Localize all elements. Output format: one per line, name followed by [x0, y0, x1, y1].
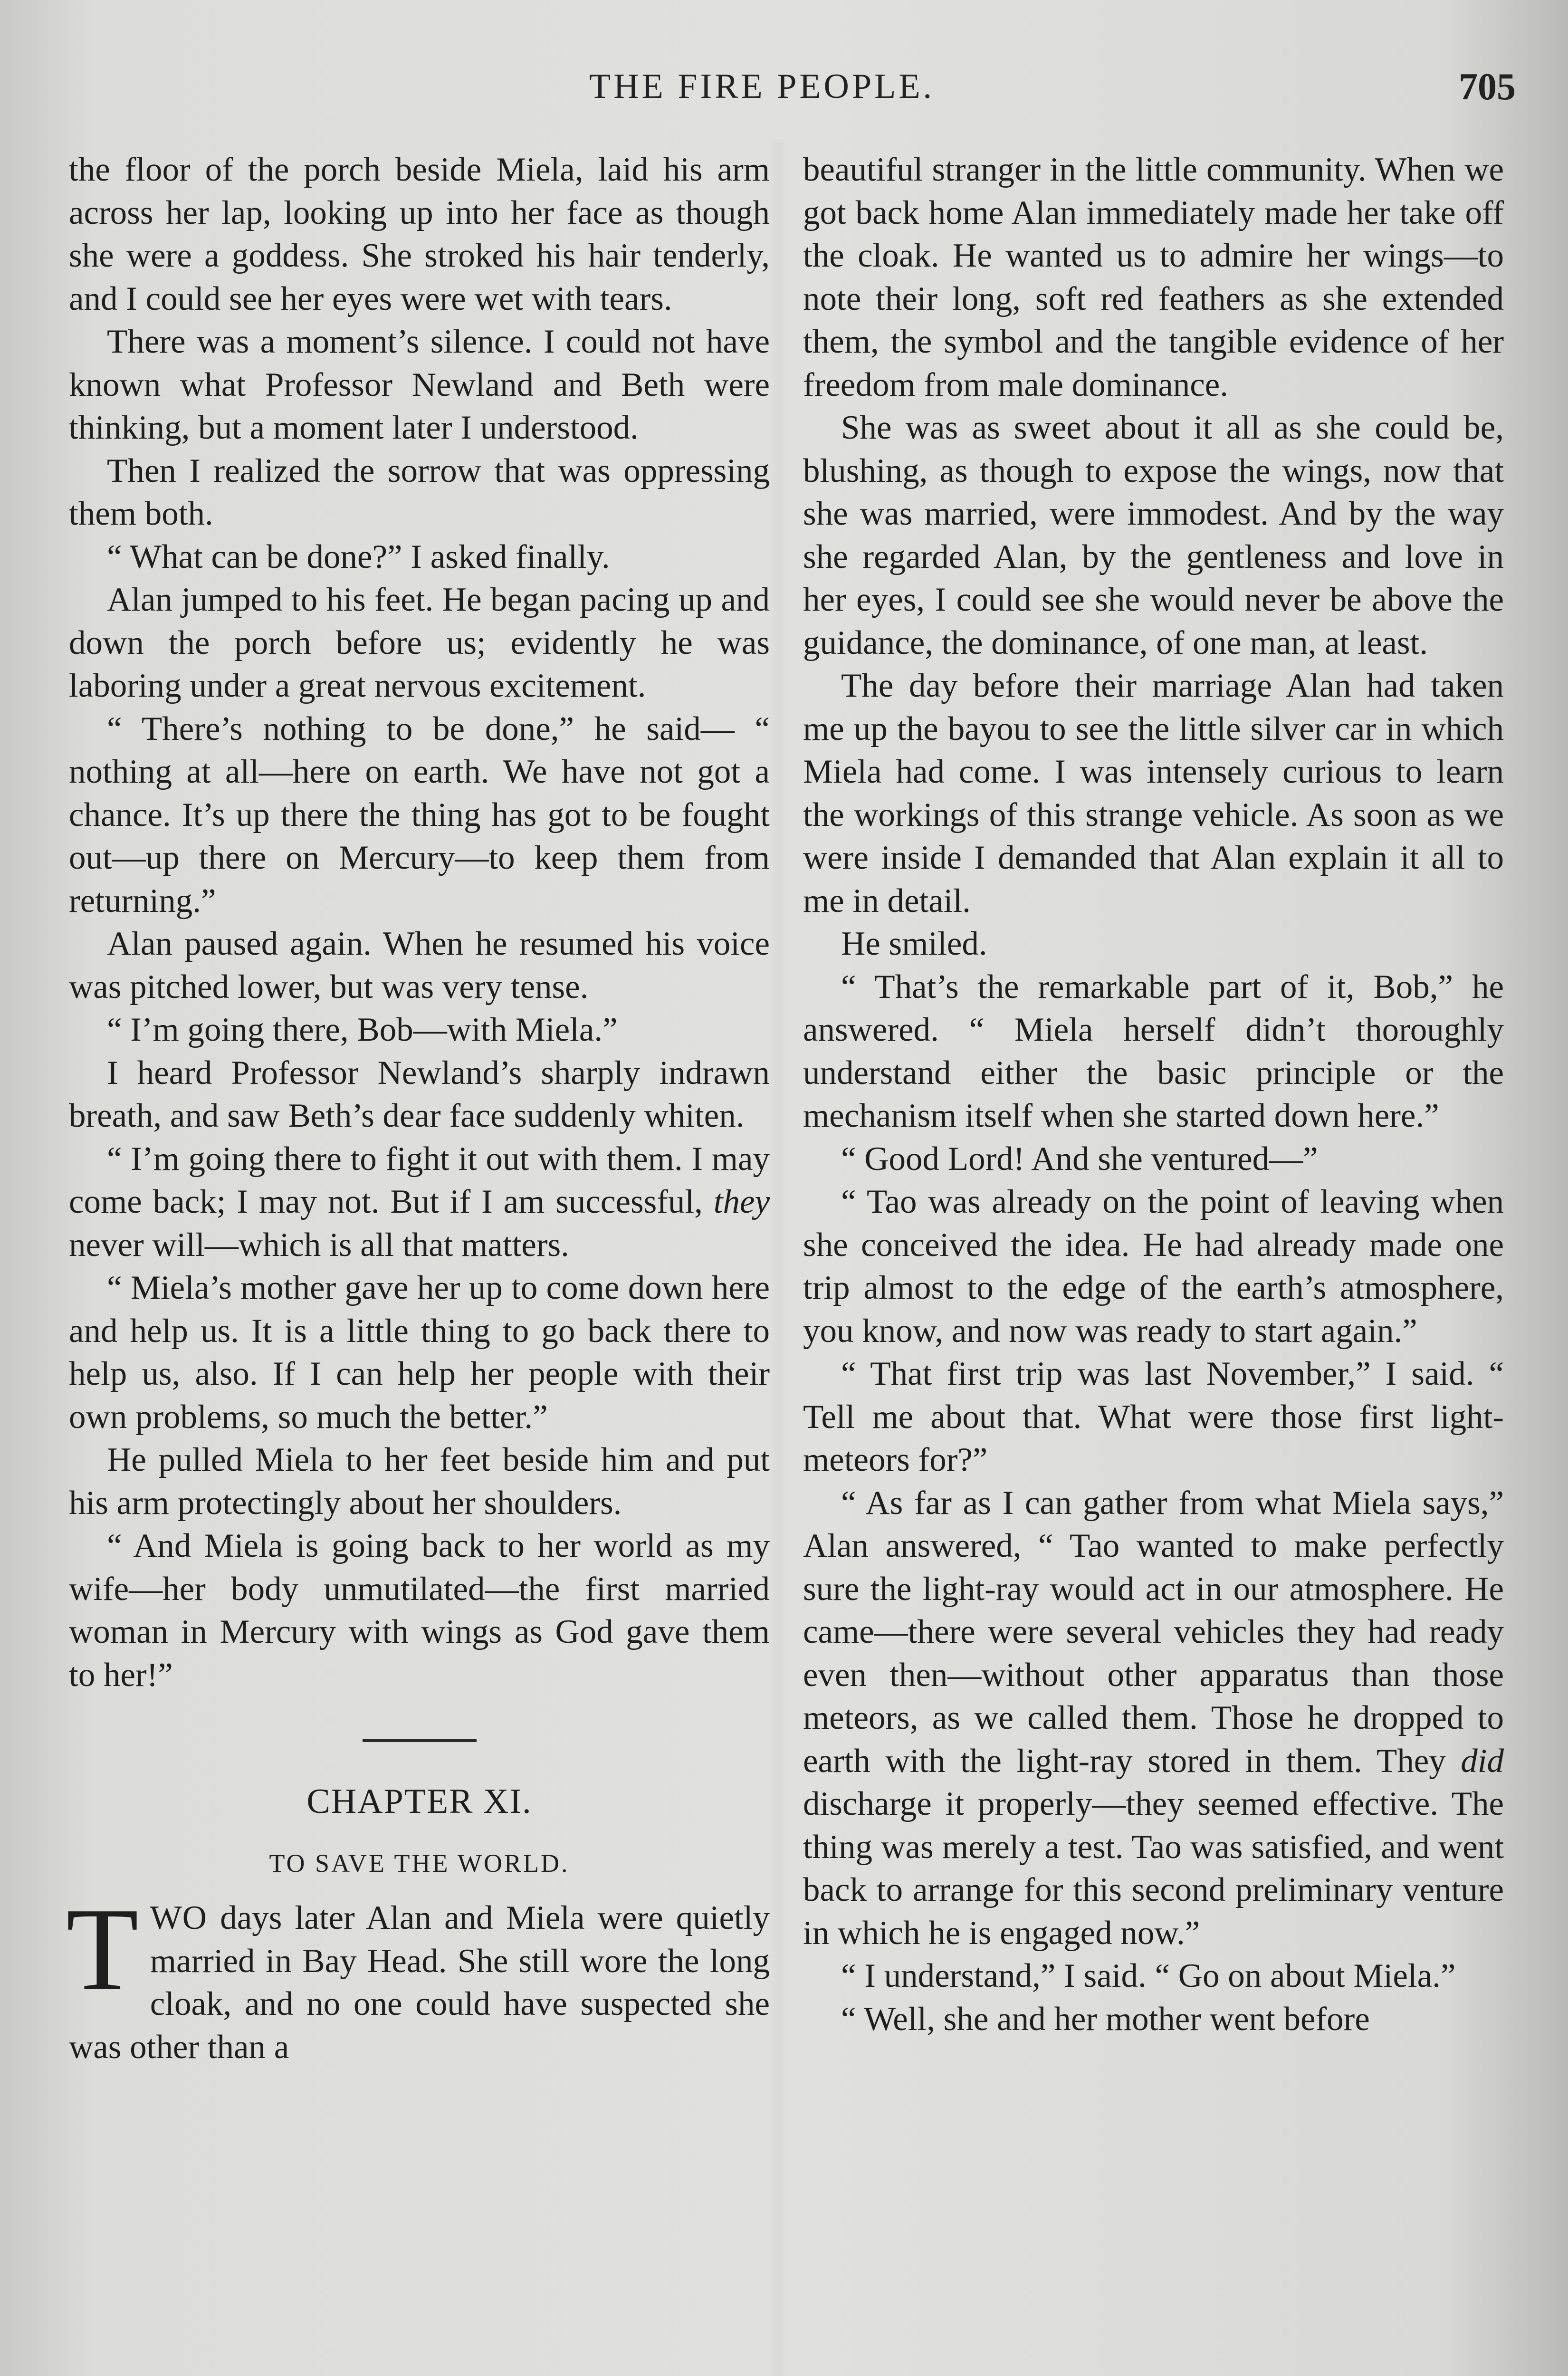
paragraph: “ And Miela is going back to her world as my wife—her body unmutilated—the first married woman in Mercury with wings as God gave them to her!” — [69, 1527, 770, 1694]
paragraph: “ Miela’s mother gave her up to come down here and help us. It is a little thing to go back there to help us, also. If I can help her people with their own problems, so much the better.” — [69, 1269, 770, 1436]
italic-word: did — [1461, 1742, 1504, 1780]
paragraph: beautiful stranger in the little community. When we got back home Alan immediately made her take off the cloak. He wanted us to admire her wings—to note their long, soft red feathers as she extended them, the symbol and the tangible evidence of her freedom from male dominance. — [803, 151, 1504, 403]
paragraph: She was as sweet about it all as she could be, blushing, as though to expose the wings, now that she was married, were immodest. And by the way she regarded Alan, by the gentleness and love in her eyes, I could see she would never be above the guidance, the dominance, of one man, at least. — [803, 409, 1504, 661]
paragraph: There was a moment’s silence. I could not have known what Professor Newland and Beth were thinking, but a moment later I understood. — [69, 323, 770, 446]
drop-cap: T — [66, 1884, 139, 2015]
page-header — [0, 62, 1568, 114]
paragraph: I heard Professor Newland’s sharply indrawn breath, and saw Beth’s dear face suddenly whiten. — [69, 1054, 770, 1134]
left-column — [66, 148, 770, 2069]
text-run: “ As far as I can gather from what Miela says,” Alan answered, “ Tao wanted to make perfectly sure the light-ray would act in our atmosphere. He came—there were several vehicles they had ready even then—without other apparatus than those meteors, as we called them. Those he dropped to earth with the light-ray stored in them. They — [803, 1484, 1504, 1780]
section-divider — [363, 1739, 477, 1742]
paragraph: “ I’m going there, Bob—with Miela.” — [107, 1011, 618, 1048]
chapter-title: CHAPTER XI. — [306, 1782, 532, 1821]
paragraph: He smiled. — [841, 925, 987, 962]
paragraph: Then I realized the sorrow that was oppressing them both. — [69, 452, 770, 532]
drop-cap-continuation: WO — [150, 1899, 208, 1936]
paragraph: “ There’s nothing to be done,” he said— “ nothing at all—here on earth. We have not got a chance. It’s up there the thing has got to be fought out—up there on Mercury—to keep them from returning.” — [69, 710, 770, 920]
paragraph: “ That first trip was last November,” I said. “ Tell me about that. What were those first light-meteors for?” — [803, 1355, 1504, 1478]
chapter-opening-paragraph — [66, 1884, 770, 2069]
text-run: days later Alan and Miela were quietly married in Bay Head. She still wore the long cloak, and no one could have suspected she was other than a — [69, 1899, 770, 2066]
paragraph: Alan jumped to his feet. He began pacing up and down the porch before us; evidently he was laboring under a great nervous excitement. — [69, 581, 770, 704]
paragraph: “ Well, she and her mother went before — [841, 2000, 1370, 2038]
paragraph — [803, 1482, 1504, 1955]
paragraph: “ That’s the remarkable part of it, Bob,” he answered. “ Miela herself didn’t thoroughly understand either the basic principle or the mechanism itself when she started down here.” — [803, 968, 1504, 1134]
paragraph: He pulled Miela to her feet beside him and put his arm protectingly about her shoulders. — [69, 1441, 770, 1522]
paragraph: The day before their marriage Alan had taken me up the bayou to see the little silver car in which Miela had come. I was intensely curious to learn the workings of this strange vehicle. As soon as we were inside I demanded that Alan explain it all to me in detail. — [803, 667, 1504, 920]
running-title: THE FIRE PEOPLE. — [589, 67, 935, 106]
paragraph: Alan paused again. When he resumed his voice was pitched lower, but was very tense. — [69, 925, 770, 1006]
paragraph: “ Tao was already on the point of leaving when she conceived the idea. He had already made one trip almost to the edge of the earth’s atmosphere, you know, and now was ready to start again.” — [803, 1183, 1504, 1350]
chapter-subtitle: TO SAVE THE WORLD. — [269, 1849, 570, 1878]
paragraph: “ Good Lord! And she ventured—” — [841, 1140, 1318, 1178]
text-run: “ I’m going there to fight it out with them. I may come back; I may not. But if I am successful, — [69, 1140, 770, 1220]
gutter — [770, 143, 789, 2376]
text-run: discharge it properly—they seemed effective. The thing was merely a test. Tao was satisfied, and went back to arrange for this second preliminary venture in which he is engaged now.” — [803, 1785, 1504, 1952]
right-column — [803, 148, 1504, 2041]
paragraph: “ I understand,” I said. “ Go on about Miela.” — [841, 1957, 1456, 1994]
paragraph — [69, 1138, 770, 1267]
paragraph: “ What can be done?” I asked finally. — [107, 538, 610, 575]
page-number: 705 — [1459, 66, 1516, 108]
text-run: never will—which is all that matters. — [69, 1226, 569, 1264]
paragraph: the floor of the porch beside Miela, laid his arm across her lap, looking up into her face as though she were a goddess. She stroked his hair tenderly, and I could see her eyes were wet with tears. — [69, 151, 770, 317]
italic-word: they — [713, 1183, 770, 1220]
